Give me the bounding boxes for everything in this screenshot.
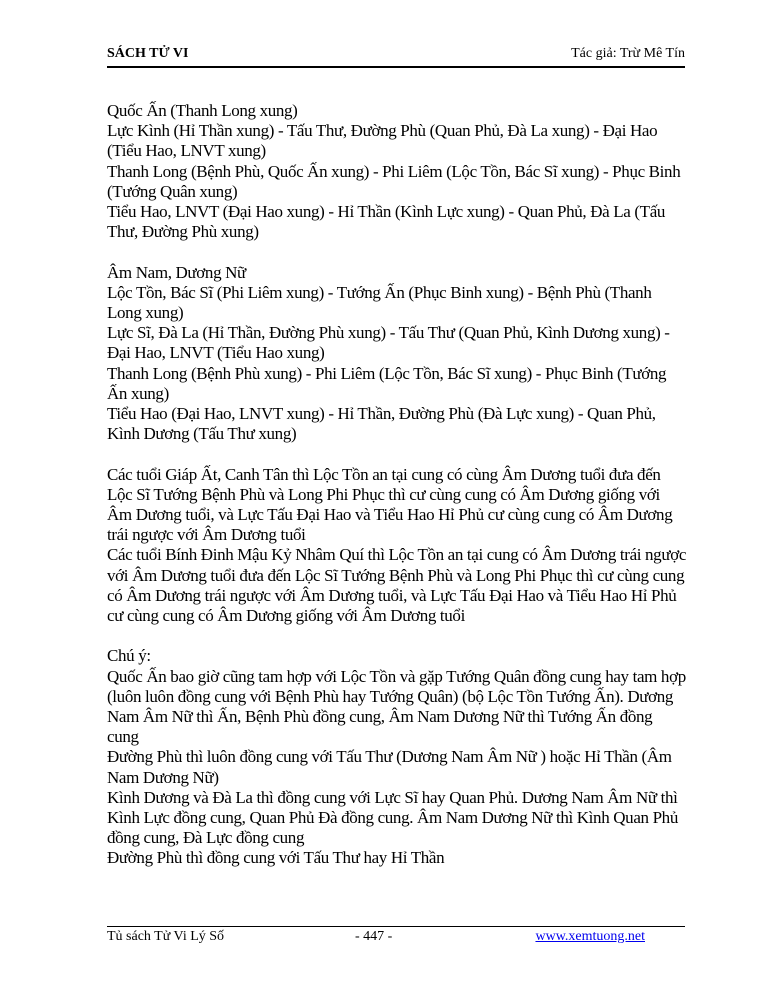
- paragraph: Lực Kình (Hỉ Thần xung) - Tấu Thư, Đường Phù (Quan Phủ, Đà La xung) - Đại Hao (Tiểu Hao, LNVT xung): [107, 121, 658, 161]
- page-content: [107, 101, 687, 869]
- page-header: [107, 44, 685, 68]
- header-book-title: SÁCH TỬ VI: [107, 46, 189, 61]
- paragraph: Đường Phù thì luôn đồng cung với Tấu Thư (Dương Nam Âm Nữ ) hoặc Hỉ Thần (Âm Nam Dương Nữ): [107, 747, 672, 787]
- paragraph: Quốc Ấn bao giờ cũng tam hợp với Lộc Tồn và gặp Tướng Quân đồng cung hay tam hợp (luôn luôn đồng cung với Bệnh Phù hay Tướng Quân) (bộ Lộc Tồn Tướng Ấn). Dương Nam Âm Nữ thì Ấn, Bệnh Phù đồng cung, Âm Nam Dương Nữ thì Tướng Ấn đồng cung: [107, 666, 686, 747]
- paragraph: Đường Phù thì đồng cung với Tấu Thư hay Hỉ Thần: [107, 848, 445, 868]
- paragraph: Lộc Tồn, Bác Sĩ (Phi Liêm xung) - Tướng Ấn (Phục Binh xung) - Bệnh Phù (Thanh Long xung): [107, 282, 652, 323]
- paragraph-spacer: [107, 444, 687, 464]
- paragraph: Kình Dương và Đà La thì đồng cung với Lực Sĩ hay Quan Phủ. Dương Nam Âm Nữ thì Kình Lực đồng cung, Quan Phủ Đà đồng cung. Âm Nam Dương Nữ thì Kình Quan Phủ đồng cung, Đà Lực đồng cung: [107, 787, 678, 848]
- paragraph: Các tuổi Bính Đinh Mậu Kỷ Nhâm Quí thì Lộc Tồn an tại cung có Âm Dương trái ngược với Âm Dương tuổi đưa đến Lộc Sĩ Tướng Bệnh Phù và Long Phi Phục thì cư cùng cung có Âm Dương trái ngược với Âm Dương tuổi, và Lực Tấu Đại Hao và Tiểu Hao Hỉ Phủ cư cùng cung có Âm Dương giống với Âm Dương tuổi: [107, 545, 687, 626]
- paragraph-spacer: [107, 626, 687, 646]
- section-heading: Âm Nam, Dương Nữ: [107, 262, 246, 282]
- paragraph: Các tuổi Giáp Ất, Canh Tân thì Lộc Tồn an tại cung có cùng Âm Dương tuổi đưa đến Lộc Sĩ Tướng Bệnh Phù và Long Phi Phục thì cư cùng cung có Âm Dương giống với Âm Dương tuổi, và Lực Tấu Đại Hao và Tiểu Hao Hỉ Phủ cư cùng cung có Âm Dương trái ngược với Âm Dương tuổi: [107, 464, 673, 545]
- footer-series: Tủ sách Tử Vi Lý Số: [107, 929, 225, 944]
- website-link[interactable]: www.xemtuong.net: [535, 929, 645, 944]
- paragraph: Quốc Ấn (Thanh Long xung): [107, 101, 298, 120]
- paragraph: Tiểu Hao (Đại Hao, LNVT xung) - Hỉ Thần, Đường Phù (Đà Lực xung) - Quan Phủ, Kình Dương (Tấu Thư xung): [107, 404, 656, 444]
- paragraph: Lực Sĩ, Đà La (Hỉ Thần, Đường Phù xung) - Tấu Thư (Quan Phủ, Kình Dương xung) - Đại Hao, LNVT (Tiểu Hao xung): [107, 323, 670, 363]
- page-number: - 447 -: [355, 929, 393, 944]
- header-author: Tác giả: Trừ Mê Tín: [571, 46, 685, 61]
- paragraph: Thanh Long (Bệnh Phù, Quốc Ấn xung) - Phi Liêm (Lộc Tồn, Bác Sĩ xung) - Phục Binh (Tướng Quân xung): [107, 161, 681, 201]
- paragraph: Tiểu Hao, LNVT (Đại Hao xung) - Hỉ Thần (Kình Lực xung) - Quan Phủ, Đà La (Tấu Thư, Đường Phù xung): [107, 202, 666, 242]
- paragraph: Thanh Long (Bệnh Phù xung) - Phi Liêm (Lộc Tồn, Bác Sĩ xung) - Phục Binh (Tướng Ấn xung): [107, 363, 667, 403]
- page-footer: [107, 926, 685, 949]
- note-heading: Chú ý:: [107, 646, 151, 666]
- paragraph-spacer: [107, 242, 687, 262]
